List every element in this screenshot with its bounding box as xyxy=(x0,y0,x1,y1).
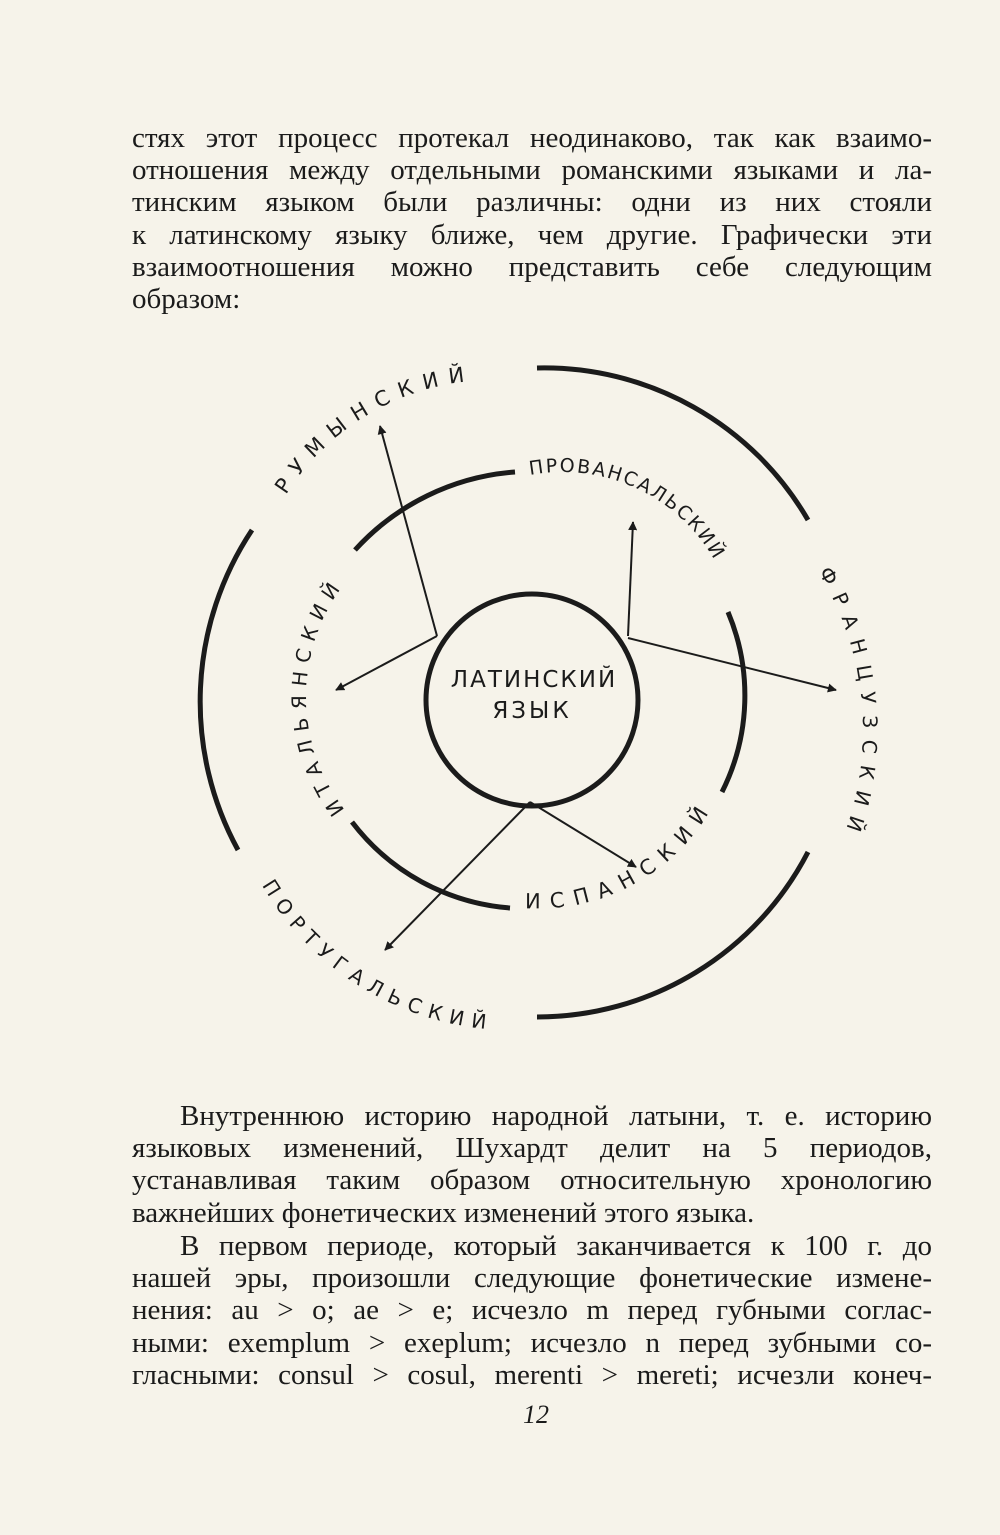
text-line: нения: au > o; ae > e; исчезло m перед губными соглас- xyxy=(132,1294,932,1327)
paragraph-intro xyxy=(132,122,932,315)
label-ispansky: ИСПАНСКИЙ xyxy=(524,794,719,914)
romance-languages-diagram xyxy=(0,340,1000,1050)
inner-ring-arc xyxy=(722,612,745,792)
label-provansalsky: ПРОВАНСАЛЬСКИЙ xyxy=(527,454,730,564)
arrow-to-provansalsky xyxy=(628,522,633,636)
text-line: отношения между отдельными романскими языками и ла- xyxy=(132,154,932,187)
center-label: ЯЗЫК xyxy=(492,698,572,724)
paragraph-first-period xyxy=(132,1230,932,1391)
arrow-to-ispansky xyxy=(530,802,636,867)
label-portugalsky: ПОРТУГАЛЬСКИЙ xyxy=(257,874,496,1035)
paragraph-history xyxy=(132,1100,932,1229)
page-number: 12 xyxy=(523,1400,549,1429)
text-line: образом: xyxy=(132,283,241,316)
text-line: ными: exemplum > exeplum; исчезло n перед зубными со- xyxy=(132,1326,932,1359)
arrow-to-francuzsky xyxy=(628,638,836,690)
text-line: устанавливая таким образом относительную хронологию xyxy=(132,1164,932,1197)
svg-text:РУМЫНСКИЙ xyxy=(270,360,475,497)
inner-ring-arc xyxy=(355,472,515,550)
inner-ring-arc xyxy=(352,822,510,908)
outer-ring-arc xyxy=(537,852,808,1017)
svg-text:ПРОВАНСАЛЬСКИЙ xyxy=(528,455,731,564)
label-italyansky: ИТАЛЬЯНСКИЙ xyxy=(287,571,350,821)
label-rumynsky: РУМЫНСКИЙ xyxy=(270,361,476,498)
text-line: взаимоотношения можно представить себе следующим xyxy=(132,250,932,283)
text-line: гласными: consul > cosul, merenti > mereti; исчезли конеч- xyxy=(132,1358,932,1391)
arrow-to-italyansky xyxy=(336,636,437,690)
text-line: языковых изменений, Шухардт делит на 5 периодов, xyxy=(132,1132,932,1165)
text-line: В первом периоде, который заканчивается к 100 г. до xyxy=(180,1230,932,1262)
text-line: нашей эры, произошли следующие фонетические измене- xyxy=(132,1262,932,1295)
arrow-to-rumynsky xyxy=(380,426,437,636)
arrow-to-portugalsky xyxy=(385,802,530,950)
label-francuzsky: ФРАНЦУЗСКИЙ xyxy=(813,562,883,846)
text-line: стях этот процесс протекал неодинаково, так как взаимо- xyxy=(132,122,932,154)
text-line: к латинскому языку ближе, чем другие. Графически эти xyxy=(132,218,932,251)
text-line: тинским языком были различны: одни из них стояли xyxy=(132,186,932,219)
text-line: важнейших фонетических изменений этого языка. xyxy=(132,1196,755,1229)
svg-text:ИСПАНСКИЙ xyxy=(525,794,718,914)
outer-ring-arc xyxy=(200,530,252,850)
text-line: Внутреннюю историю народной латыни, т. е. историю xyxy=(180,1100,932,1132)
svg-text:ФРАНЦУЗСКИЙ xyxy=(814,563,882,846)
center-label: ЛАТИНСКИЙ xyxy=(450,667,618,693)
svg-text:ИТАЛЬЯНСКИЙ xyxy=(287,572,349,821)
